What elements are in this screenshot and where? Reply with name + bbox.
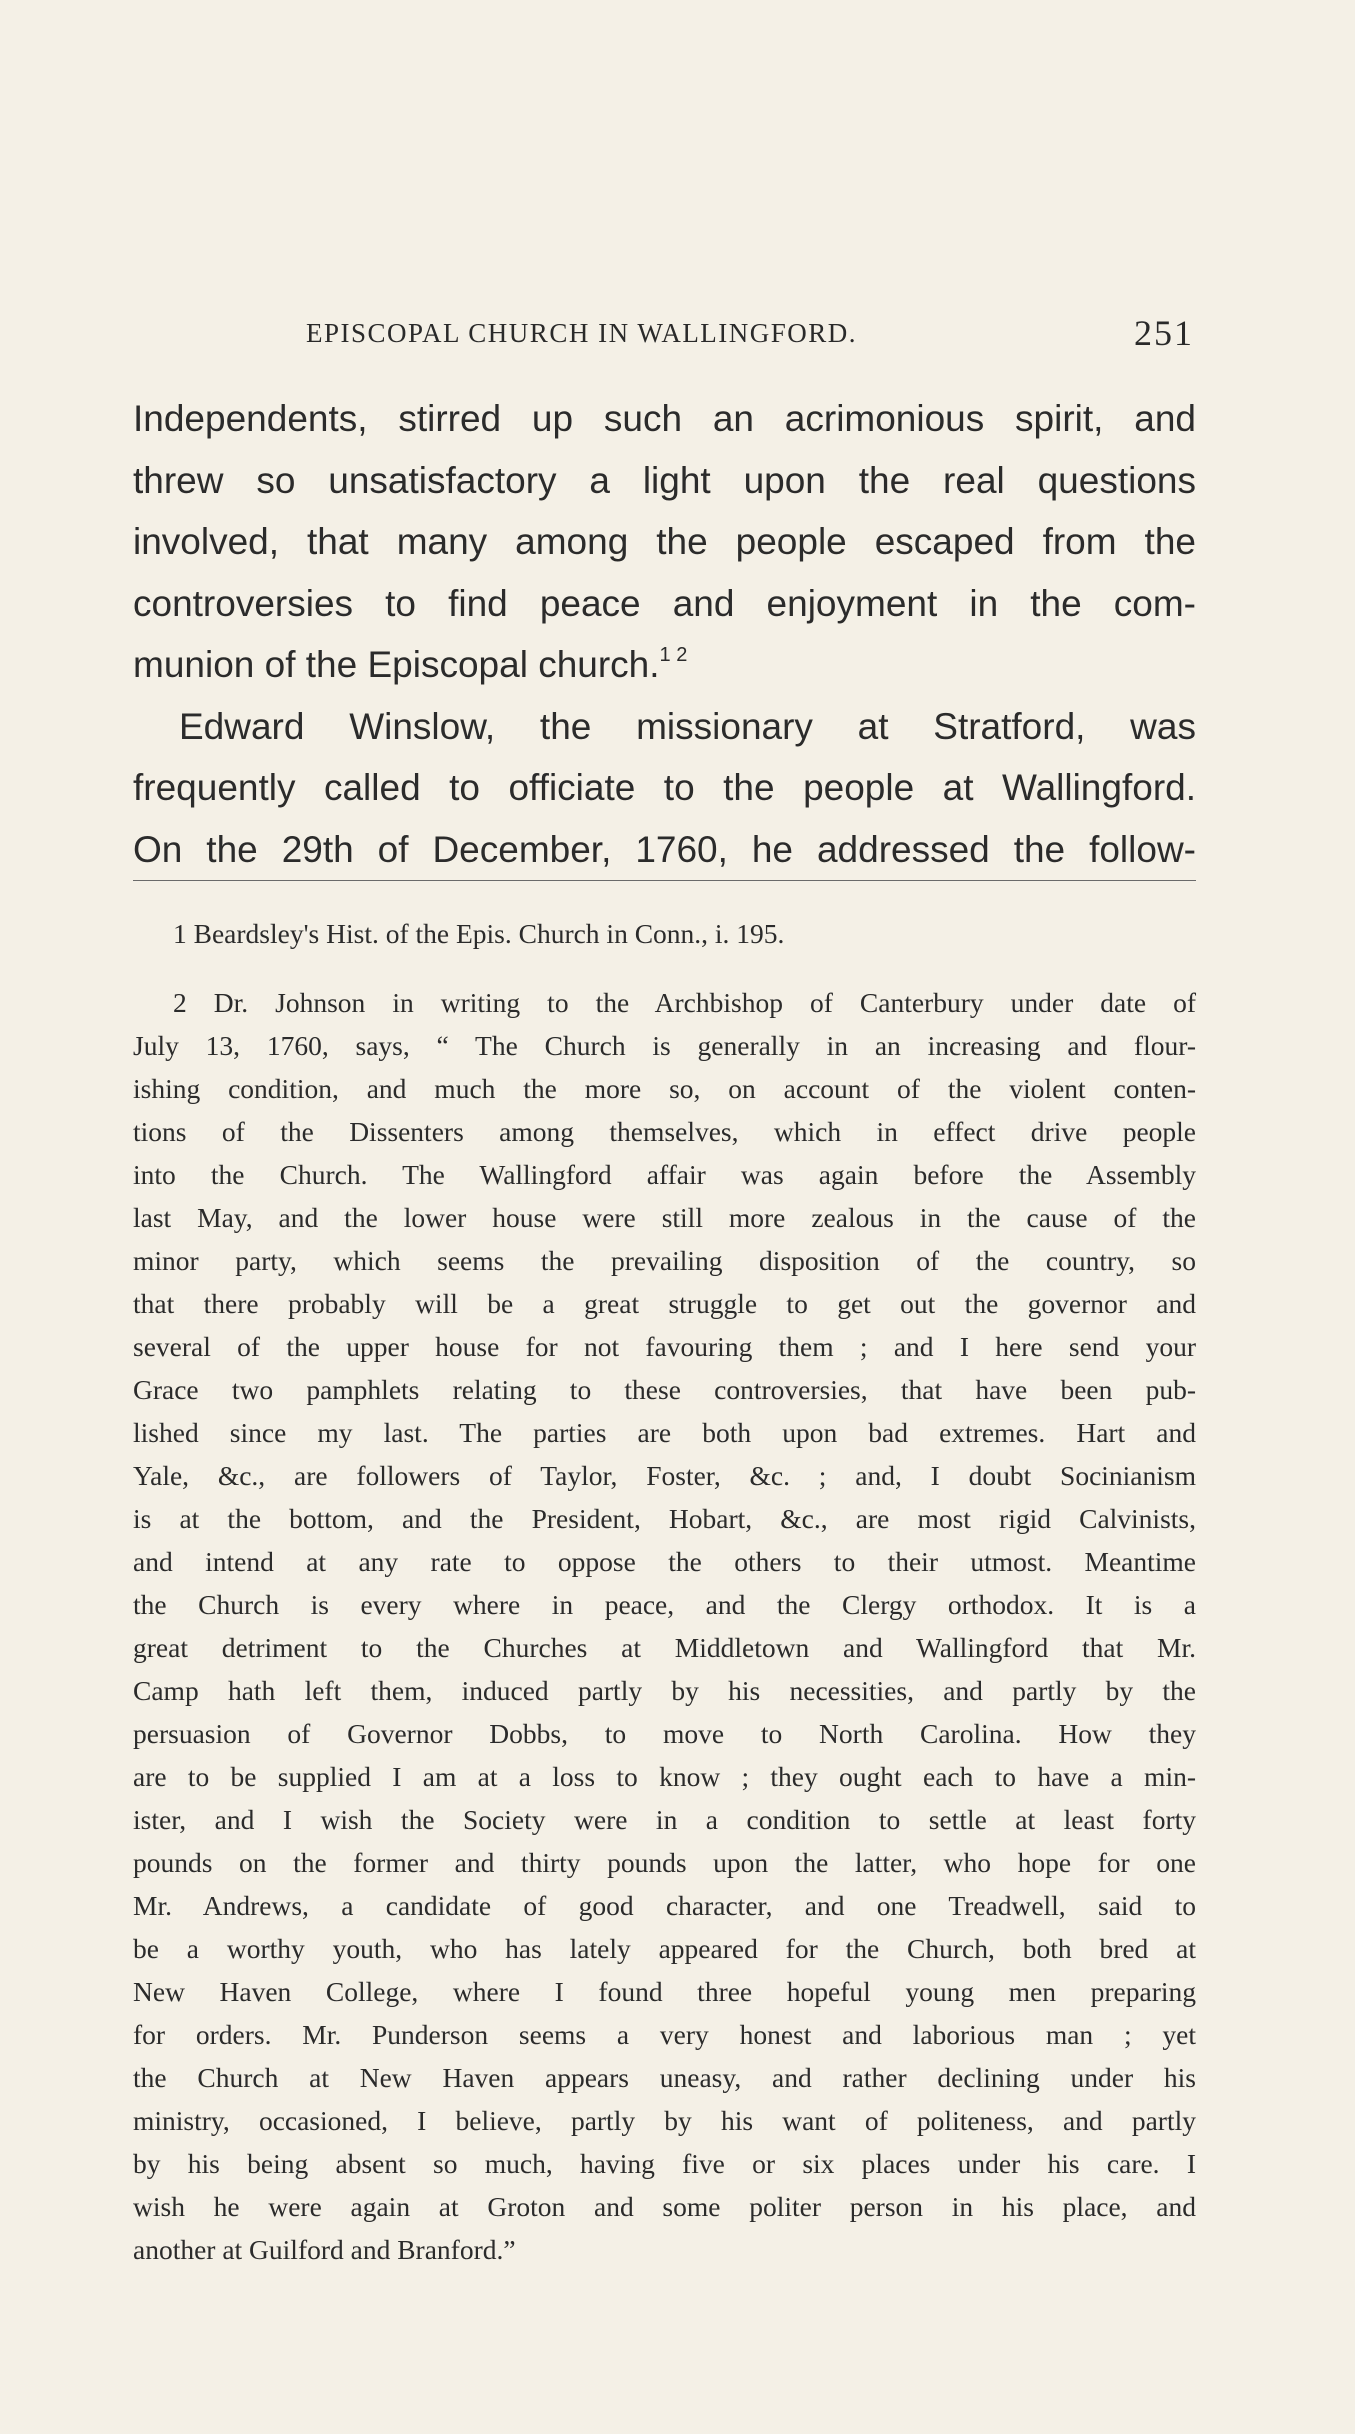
footnote-line: persuasion of Governor Dobbs, to move to North Carolina. How they [133,1718,1196,1749]
body-line-with-note-refs [133,634,1196,696]
footnote-line: be a worthy youth, who has lately appeared for the Church, both bred at [133,1933,1196,1964]
footnote-line: into the Church. The Wallingford affair was again before the Assembly [133,1159,1196,1190]
body-line: Edward Winslow, the missionary at Stratford, was [179,705,1196,747]
footnote-line: and intend at any rate to oppose the others to their utmost. Meantime [133,1546,1196,1577]
footnote-line: several of the upper house for not favouring them ; and I here send your [133,1331,1196,1362]
footnote-line: that there probably will be a great struggle to get out the governor and [133,1288,1196,1319]
footnote-line: Grace two pamphlets relating to these controversies, that have been pub- [133,1374,1196,1405]
footnote-line: ister, and I wish the Society were in a condition to settle at least forty [133,1804,1196,1835]
running-head [306,312,1194,356]
footnote-1: 1 Beardsley's Hist. of the Epis. Church in Conn., i. 195. [173,918,785,949]
footnote-line: Camp hath left them, induced partly by his necessities, and partly by the [133,1675,1196,1706]
footnote-line: pounds on the former and thirty pounds upon the latter, who hope for one [133,1847,1196,1878]
footnote-line: for orders. Mr. Punderson seems a very honest and laborious man ; yet [133,2019,1196,2050]
footnote-line: lished since my last. The parties are both upon bad extremes. Hart and [133,1417,1196,1448]
body-line: On the 29th of December, 1760, he addressed the follow- [133,828,1196,870]
footnote-line: minor party, which seems the prevailing disposition of the country, so [133,1245,1196,1276]
footnotes [133,912,1196,2271]
page-number: 251 [1134,313,1194,353]
footnote-2 [133,981,1196,2271]
footnote-line: ishing condition, and much the more so, on account of the violent conten- [133,1073,1196,1104]
footnote-reference: 1 2 [659,644,688,666]
body-line: munion of the Episcopal church. [133,644,660,685]
footnote-line: great detriment to the Churches at Middletown and Wallingford that Mr. [133,1632,1196,1663]
footnote-line: are to be supplied I am at a loss to know ; they ought each to have a min- [133,1761,1196,1792]
body-line: threw so unsatisfactory a light upon the real questions [133,459,1196,501]
running-title: EPISCOPAL CHURCH IN WALLINGFORD. [306,318,858,348]
footnote-line: Mr. Andrews, a candidate of good character, and one Treadwell, said to [133,1890,1196,1921]
footnote-line: tions of the Dissenters among themselves, which in effect drive people [133,1116,1196,1147]
body-line: frequently called to officiate to the people at Wallingford. [133,767,1196,808]
body-line: controversies to find peace and enjoyment in the com- [133,582,1196,624]
body-line: Independents, stirred up such an acrimonious spirit, and [133,398,1196,439]
footnote-line: Yale, &c., are followers of Taylor, Foster, &c. ; and, I doubt Socinianism [133,1460,1196,1491]
body-text [133,388,1196,880]
footnote-line: New Haven College, where I found three hopeful young men preparing [133,1976,1196,2007]
body-line: involved, that many among the people escaped from the [133,521,1196,562]
footnote-line: July 13, 1760, says, “ The Church is generally in an increasing and flour- [133,1030,1196,1061]
footnote-line: another at Guilford and Branford.” [133,2234,516,2265]
footnote-line: by his being absent so much, having five or six places under his care. I [133,2148,1196,2179]
footnote-line: ministry, occasioned, I believe, partly by his want of politeness, and partly [133,2105,1196,2136]
footnote-line: is at the bottom, and the President, Hobart, &c., are most rigid Calvinists, [133,1503,1196,1534]
footnote-line: 2 Dr. Johnson in writing to the Archbishop of Canterbury under date of [173,987,1196,1018]
footnote-line: the Church is every where in peace, and the Clergy orthodox. It is a [133,1589,1196,1620]
footnote-line: wish he were again at Groton and some politer person in his place, and [133,2191,1196,2222]
footnote-line: last May, and the lower house were still more zealous in the cause of the [133,1202,1196,1233]
footnote-divider [133,880,1196,881]
footnote-line: the Church at New Haven appears uneasy, and rather declining under his [133,2062,1196,2093]
